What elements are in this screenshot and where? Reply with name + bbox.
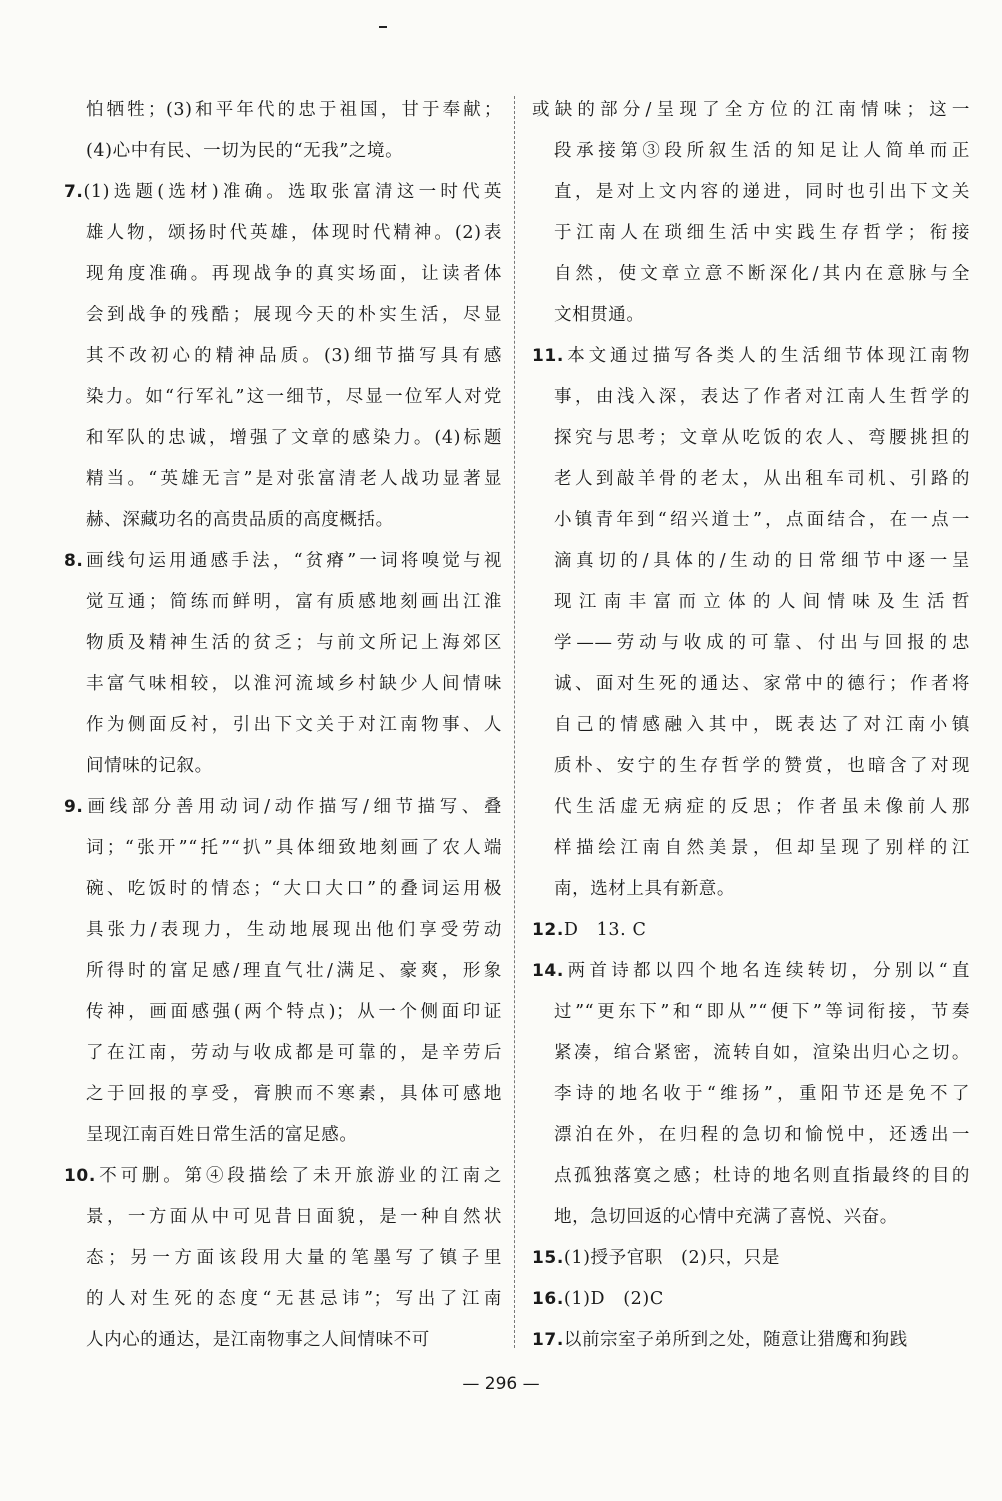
line-text: 呈现江南百姓日常生活的富足感。 [86, 1125, 358, 1145]
text-line [64, 787, 502, 828]
question-number: 7. [64, 182, 84, 202]
text-line [64, 1238, 502, 1279]
right-column [532, 90, 970, 1361]
line-text: 画线句运用通感手法，“贫瘠”一词将嗅觉与视 [83, 551, 502, 571]
text-line [64, 1279, 502, 1320]
line-text: 传神，画面感强(两个特点)；从一个侧面印证 [86, 1002, 502, 1022]
line-text: 丰富气味相较，以淮河流域乡村缺少人间情味 [86, 674, 502, 694]
line-text: 现角度准确。再现战争的真实场面，让读者体 [86, 264, 502, 284]
text-line [64, 910, 502, 951]
text-line [532, 951, 970, 992]
question-number: 9. [64, 797, 84, 817]
text-line [532, 1115, 970, 1156]
line-text: (1)选题(选材)准确。选取张富清这一时代英 [83, 182, 502, 202]
line-text: 本文通过描写各类人的生活细节体现江南物 [563, 346, 970, 366]
line-text: 李诗的地名收于“维扬”，重阳节还是免不了 [554, 1084, 970, 1104]
text-line [532, 1033, 970, 1074]
line-text: 点孤独落寞之感；杜诗的地名则直指最终的目的 [554, 1166, 970, 1186]
text-line [532, 1156, 970, 1197]
question-number: 17. [532, 1330, 564, 1350]
text-line [532, 131, 970, 172]
line-text: 文相贯通。 [554, 305, 645, 325]
line-text: 直，是对上文内容的递进，同时也引出下文关 [554, 182, 970, 202]
text-line [532, 828, 970, 869]
text-line [532, 705, 970, 746]
line-text: 滴真切的/具体的/生动的日常细节中逐一呈 [554, 551, 970, 571]
text-line [64, 90, 502, 131]
text-line [532, 295, 970, 336]
text-line [532, 254, 970, 295]
line-text: 小镇青年到“绍兴道士”，点面结合，在一点一 [554, 510, 970, 530]
line-text: 会到战争的残酷；展现今天的朴实生活，尽显 [86, 305, 502, 325]
text-line [532, 910, 970, 951]
line-text: 染力。如“行军礼”这一细节，尽显一位军人对党 [86, 387, 502, 407]
text-line [532, 500, 970, 541]
text-line [64, 500, 502, 541]
line-text: 或缺的部分/呈现了全方位的江南情味；这一 [532, 100, 970, 120]
text-line [64, 459, 502, 500]
line-text: 南，选材上具有新意。 [554, 879, 735, 899]
text-line [64, 664, 502, 705]
question-number: 16. [532, 1289, 564, 1309]
line-text: 其不改初心的精神品质。(3)细节描写具有感 [86, 346, 502, 366]
text-line [532, 541, 970, 582]
text-line [532, 1197, 970, 1238]
question-number: 11. [532, 346, 564, 366]
text-line [532, 418, 970, 459]
line-text: D 13. C [563, 920, 647, 940]
text-line [64, 869, 502, 910]
text-line [532, 459, 970, 500]
text-line [532, 377, 970, 418]
text-line [64, 1197, 502, 1238]
text-line [532, 1279, 970, 1320]
question-number: 15. [532, 1248, 564, 1268]
line-text: (1)D (2)C [563, 1289, 664, 1309]
line-text: 样描绘江南自然美景，但却呈现了别样的江 [554, 838, 970, 858]
text-line [532, 336, 970, 377]
line-text: 两首诗都以四个地名连续转切，分别以“直 [563, 961, 970, 981]
line-text: 赫、深藏功名的高贵品质的高度概括。 [86, 510, 394, 530]
line-text: (4)心中有民、一切为民的“无我”之境。 [86, 141, 404, 161]
text-line [64, 254, 502, 295]
left-column [64, 90, 502, 1361]
text-line [532, 787, 970, 828]
line-text: 人内心的通达，是江南物事之人间情味不可 [86, 1330, 430, 1350]
line-text: 现江南丰富而立体的人间情味及生活哲 [554, 592, 970, 612]
line-text: 词；“张开”“托”“扒”具体细致地刻画了农人端 [86, 838, 502, 858]
line-text: 作为侧面反衬，引出下文关于对江南物事、人 [86, 715, 502, 735]
line-text: 态；另一方面该段用大量的笔墨写了镇子里 [86, 1248, 502, 1268]
column-divider [514, 96, 515, 1348]
text-line [64, 951, 502, 992]
line-text: 代生活虚无病症的反思；作者虽未像前人那 [554, 797, 970, 817]
question-number: 10. [64, 1166, 96, 1186]
line-text: 画线部分善用动词/动作描写/细节描写、叠 [83, 797, 502, 817]
question-number: 12. [532, 920, 564, 940]
line-text: (1)授予官职 (2)只，只是 [563, 1248, 780, 1268]
text-line [64, 828, 502, 869]
text-line [64, 1156, 502, 1197]
line-text: 以前宗室子弟所到之处，随意让猎鹰和狗践 [563, 1330, 908, 1350]
line-text: 段承接第③段所叙生活的知足让人简单而正 [554, 141, 970, 161]
line-text: 地，急切回返的心情中充满了喜悦、兴奋。 [554, 1207, 898, 1227]
text-line [532, 869, 970, 910]
line-text: 自然，使文章立意不断深化/其内在意脉与全 [554, 264, 970, 284]
text-line [64, 582, 502, 623]
line-text: 事，由浅入深，表达了作者对江南人生哲学的 [554, 387, 970, 407]
line-text: 和军队的忠诚，增强了文章的感染力。(4)标题 [86, 428, 502, 448]
line-text: 质朴、安宁的生存哲学的赞赏，也暗含了对现 [554, 756, 970, 776]
line-text: 紧凑，绾合紧密，流转自如，渲染出归心之切。 [554, 1043, 970, 1063]
line-text: 老人到敲羊骨的老太，从出租车司机、引路的 [554, 469, 970, 489]
top-mark [379, 26, 387, 28]
text-line [64, 1074, 502, 1115]
line-text: 于江南人在琐细生活中实践生存哲学；衔接 [554, 223, 970, 243]
line-text: 学——劳动与收成的可靠、付出与回报的忠 [554, 633, 970, 653]
page-number: — 296 — [462, 1374, 540, 1394]
text-line [64, 992, 502, 1033]
text-line [64, 295, 502, 336]
text-line [64, 1320, 502, 1361]
line-text: 碗、吃饭时的情态；“大口大口”的叠词运用极 [86, 879, 502, 899]
text-line [532, 582, 970, 623]
line-text: 诚、面对生死的通达、家常中的德行；作者将 [554, 674, 970, 694]
text-line [532, 992, 970, 1033]
line-text: 雄人物，颂扬时代英雄，体现时代精神。(2)表 [86, 223, 502, 243]
line-text: 过”“更东下”和“即从”“便下”等词衔接，节奏 [554, 1002, 970, 1022]
text-line [64, 1115, 502, 1156]
line-text: 所得时的富足感/理直气壮/满足、豪爽，形象 [86, 961, 502, 981]
text-line [64, 623, 502, 664]
line-text: 不可删。第④段描绘了未开旅游业的江南之 [95, 1166, 502, 1186]
text-line [64, 213, 502, 254]
text-line [532, 623, 970, 664]
line-text: 之于回报的享受，膏腴而不寒素，具体可感地 [86, 1084, 502, 1104]
line-text: 探究与思考；文章从吃饭的农人、弯腰挑担的 [554, 428, 970, 448]
text-line [64, 131, 502, 172]
text-line [64, 336, 502, 377]
text-line [532, 664, 970, 705]
line-text: 自己的情感融入其中，既表达了对江南小镇 [554, 715, 970, 735]
line-text: 的人对生死的态度“无甚忌讳”；写出了江南 [86, 1289, 502, 1309]
text-line [64, 1033, 502, 1074]
text-line [532, 90, 970, 131]
text-line [64, 541, 502, 582]
line-text: 物质及精神生活的贫乏；与前文所记上海郊区 [86, 633, 502, 653]
line-text: 漂泊在外，在归程的急切和愉悦中，还透出一 [554, 1125, 970, 1145]
line-text: 怕牺牲；(3)和平年代的忠于祖国，甘于奉献； [86, 100, 502, 120]
text-line [532, 1320, 970, 1361]
text-line [532, 746, 970, 787]
text-line [532, 1238, 970, 1279]
line-text: 觉互通；简练而鲜明，富有质感地刻画出江淮 [86, 592, 502, 612]
text-line [64, 377, 502, 418]
question-number: 8. [64, 551, 84, 571]
text-line [532, 1074, 970, 1115]
line-text: 具张力/表现力，生动地展现出他们享受劳动 [86, 920, 502, 940]
text-line [532, 172, 970, 213]
text-line [64, 418, 502, 459]
text-line [64, 746, 502, 787]
line-text: 间情味的记叙。 [86, 756, 213, 776]
text-line [64, 705, 502, 746]
line-text: 了在江南，劳动与收成都是可靠的，是辛劳后 [86, 1043, 502, 1063]
question-number: 14. [532, 961, 564, 981]
text-line [532, 213, 970, 254]
line-text: 精当。“英雄无言”是对张富清老人战功显著显 [86, 469, 502, 489]
text-line [64, 172, 502, 213]
line-text: 景，一方面从中可见昔日面貌，是一种自然状 [86, 1207, 502, 1227]
